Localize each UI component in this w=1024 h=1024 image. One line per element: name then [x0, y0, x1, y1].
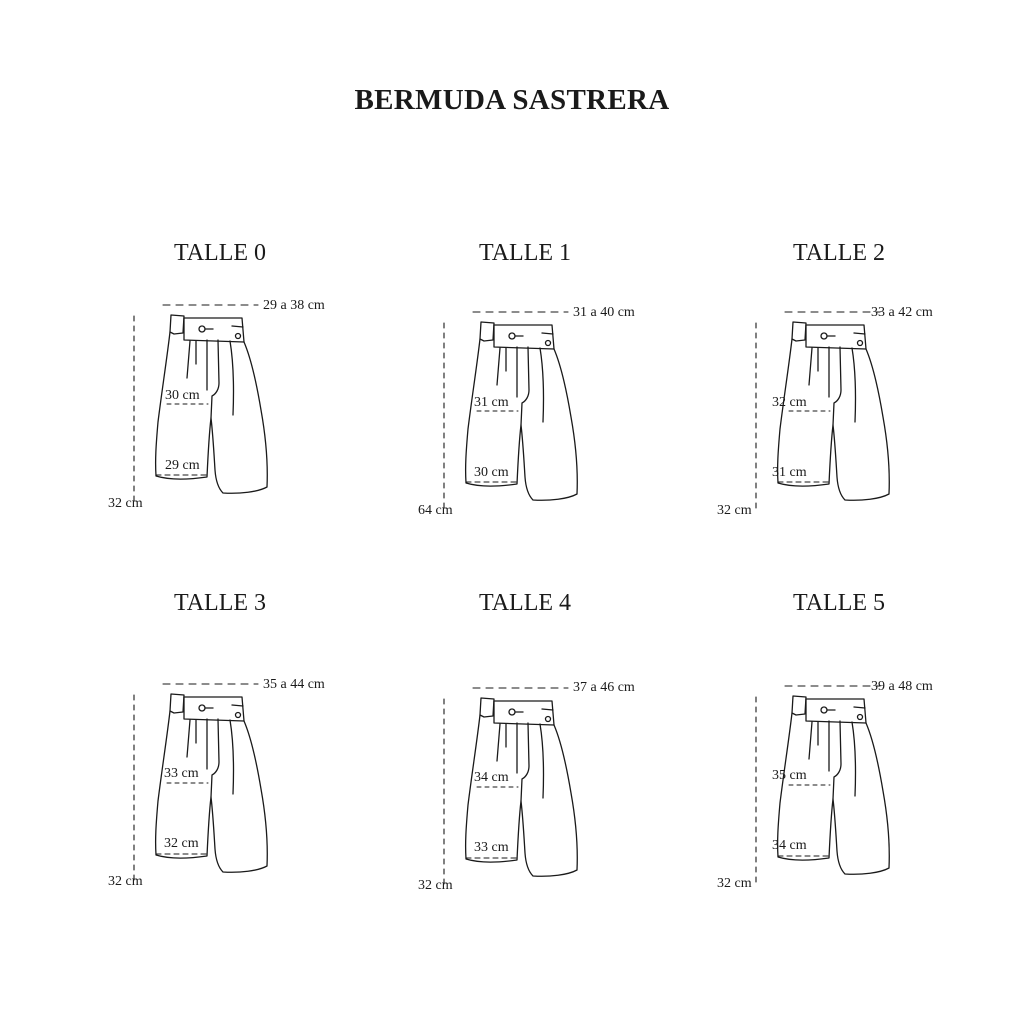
bermuda-drawing: [70, 240, 370, 570]
bermuda-drawing: [689, 240, 989, 570]
length-measure: 32 cm: [108, 874, 143, 889]
size-panel-talle-3: [70, 590, 370, 920]
hem-measure: 32 cm: [164, 836, 199, 851]
bermuda-drawing: [375, 590, 675, 920]
length-measure: 32 cm: [717, 503, 752, 518]
size-title: TALLE 3: [173, 590, 267, 616]
length-measure: 32 cm: [717, 876, 752, 891]
size-panel-talle-2: [689, 240, 989, 570]
size-panel-talle-1: [375, 240, 675, 570]
chart-title: BERMUDA SASTRERA: [354, 84, 670, 116]
rise-measure: 34 cm: [474, 770, 509, 785]
waist-measure: 37 a 46 cm: [573, 680, 635, 695]
hem-measure: 33 cm: [474, 840, 509, 855]
size-panel-talle-4: [375, 590, 675, 920]
size-title: TALLE 5: [792, 590, 886, 616]
waist-measure: 35 a 44 cm: [263, 677, 325, 692]
rise-measure: 31 cm: [474, 395, 509, 410]
length-measure: 32 cm: [108, 496, 143, 511]
size-title: TALLE 2: [792, 240, 886, 266]
hem-measure: 30 cm: [474, 465, 509, 480]
size-panel-talle-5: [689, 590, 989, 920]
waist-measure: 29 a 38 cm: [263, 298, 325, 313]
size-title: TALLE 1: [478, 240, 572, 266]
rise-measure: 32 cm: [772, 395, 807, 410]
bermuda-drawing: [70, 590, 370, 920]
bermuda-drawing: [375, 240, 675, 570]
waist-measure: 39 a 48 cm: [871, 679, 933, 694]
size-panel-talle-0: [70, 240, 370, 570]
length-measure: 64 cm: [418, 503, 453, 518]
hem-measure: 29 cm: [165, 458, 200, 473]
rise-measure: 35 cm: [772, 768, 807, 783]
rise-measure: 33 cm: [164, 766, 199, 781]
size-title: TALLE 4: [478, 590, 572, 616]
rise-measure: 30 cm: [165, 388, 200, 403]
hem-measure: 34 cm: [772, 838, 807, 853]
size-title: TALLE 0: [173, 240, 267, 266]
length-measure: 32 cm: [418, 878, 453, 893]
hem-measure: 31 cm: [772, 465, 807, 480]
bermuda-drawing: [689, 590, 989, 920]
waist-measure: 31 a 40 cm: [573, 305, 635, 320]
waist-measure: 33 a 42 cm: [871, 305, 933, 320]
